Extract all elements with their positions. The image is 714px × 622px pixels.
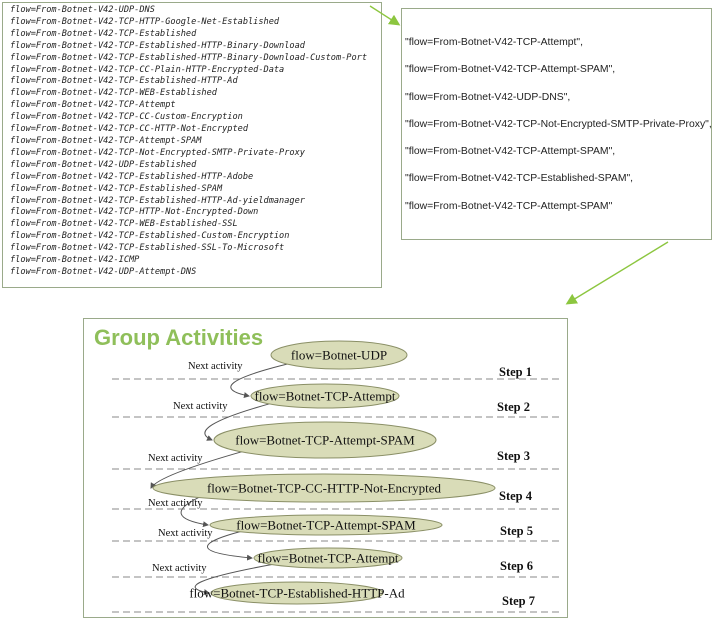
flow-list-item: flow=From-Botnet-V42-TCP-CC-HTTP-Not-Encrypted	[10, 124, 248, 135]
flow-list-item: flow=From-Botnet-V42-TCP-Attempt	[10, 100, 176, 111]
flow-list-item: flow=From-Botnet-V42-TCP-WEB-Established-SSL	[10, 219, 238, 230]
activity-node-label: flow=Botnet-TCP-Attempt-SPAM	[235, 432, 415, 448]
activity-node-label: flow=Botnet-TCP-Attempt-SPAM	[236, 517, 416, 533]
flow-list-item: flow=From-Botnet-V42-TCP-Established-HTTP-Binary-Download-Custom-Port	[10, 52, 367, 63]
step-label: Step 3	[497, 449, 530, 463]
flow-list-item: flow=From-Botnet-V42-TCP-Established-SPAM	[10, 183, 223, 194]
flow-list-item: flow=From-Botnet-V42-TCP-Established-HTTP-Adobe	[10, 171, 254, 182]
step-label: Step 4	[499, 489, 532, 503]
step-label: Step 6	[500, 559, 533, 573]
flow-list-item: flow=From-Botnet-V42-TCP-Established-HTTP-Ad-yieldmanager	[10, 195, 305, 206]
flow-list-item: flow=From-Botnet-V42-TCP-CC-Custom-Encryption	[10, 112, 243, 123]
sequence-item: "flow=From-Botnet-V42-TCP-Attempt-SPAM",	[405, 146, 616, 158]
sequence-item: "flow=From-Botnet-V42-UDP-DNS",	[405, 91, 571, 103]
flow-list-item: flow=From-Botnet-V42-TCP-WEB-Established	[10, 88, 217, 99]
activity-node-label: flow=Botnet-TCP-Established-HTTP-Ad	[189, 585, 405, 601]
flow-list-item: flow=From-Botnet-V42-TCP-Attempt-SPAM	[10, 135, 202, 146]
sequence-item: "flow=From-Botnet-V42-TCP-Attempt-SPAM"	[405, 200, 613, 212]
flow-list-item: flow=From-Botnet-V42-UDP-Established	[10, 159, 197, 170]
flow-list-item: flow=From-Botnet-V42-TCP-HTTP-Not-Encrypted-Down	[10, 207, 259, 218]
next-activity-label: Next activity	[158, 528, 213, 539]
activity-node-label: flow=Botnet-TCP-Attempt	[254, 388, 396, 404]
sequence-item: "flow=From-Botnet-V42-TCP-Not-Encrypted-SMTP-Private-Proxy",	[405, 118, 712, 130]
group-activities-diagram	[84, 319, 569, 619]
flow-list-item: flow=From-Botnet-V42-UDP-Attempt-DNS	[10, 266, 197, 277]
flow-list-item: flow=From-Botnet-V42-UDP-DNS	[10, 5, 155, 15]
arrow-list-to-sequence	[370, 6, 398, 24]
step-label: Step 7	[502, 594, 535, 608]
step-label: Step 5	[500, 524, 533, 538]
activity-node-label: flow=Botnet-UDP	[290, 347, 388, 363]
sequence-item: "flow=From-Botnet-V42-TCP-Established-SPAM",	[405, 173, 634, 185]
step-label: Step 2	[497, 400, 530, 414]
next-activity-label: Next activity	[188, 361, 243, 372]
activity-node-label: flow=Botnet-TCP-CC-HTTP-Not-Encrypted	[206, 480, 442, 496]
sequence-item: "flow=From-Botnet-V42-TCP-Attempt-SPAM",	[405, 64, 616, 76]
flow-list-item: flow=From-Botnet-V42-ICMP	[10, 255, 140, 266]
next-activity-connector	[207, 531, 252, 558]
flow-list-item: flow=From-Botnet-V42-TCP-Established-HTTP-Binary-Download	[10, 40, 305, 51]
flow-list-item: flow=From-Botnet-V42-TCP-Not-Encrypted-SMTP-Private-Proxy	[10, 147, 305, 158]
arrow-sequence-to-group	[568, 242, 668, 303]
next-activity-label: Next activity	[152, 563, 207, 574]
flow-list-item: flow=From-Botnet-V42-TCP-Established-SSL-To-Microsoft	[10, 243, 285, 254]
activity-node-label: flow=Botnet-TCP-Attempt	[257, 550, 399, 566]
next-activity-label: Next activity	[148, 498, 203, 509]
sequence-item: "flow=From-Botnet-V42-TCP-Attempt",	[405, 37, 584, 48]
step-label: Step 1	[499, 365, 532, 379]
flow-list-item: flow=From-Botnet-V42-TCP-Established-HTTP-Ad	[10, 76, 238, 87]
group-activities-panel	[83, 318, 568, 618]
flow-list-item: flow=From-Botnet-V42-TCP-CC-Plain-HTTP-Encrypted-Data	[10, 64, 285, 75]
flow-list-item: flow=From-Botnet-V42-TCP-Established	[10, 28, 197, 39]
group-title: Group Activities	[94, 325, 264, 350]
next-activity-label: Next activity	[173, 401, 228, 412]
flow-list-item: flow=From-Botnet-V42-TCP-HTTP-Google-Net-Established	[10, 16, 280, 27]
next-activity-label: Next activity	[148, 453, 203, 464]
flow-list-item: flow=From-Botnet-V42-TCP-Established-Custom-Encryption	[10, 231, 290, 242]
